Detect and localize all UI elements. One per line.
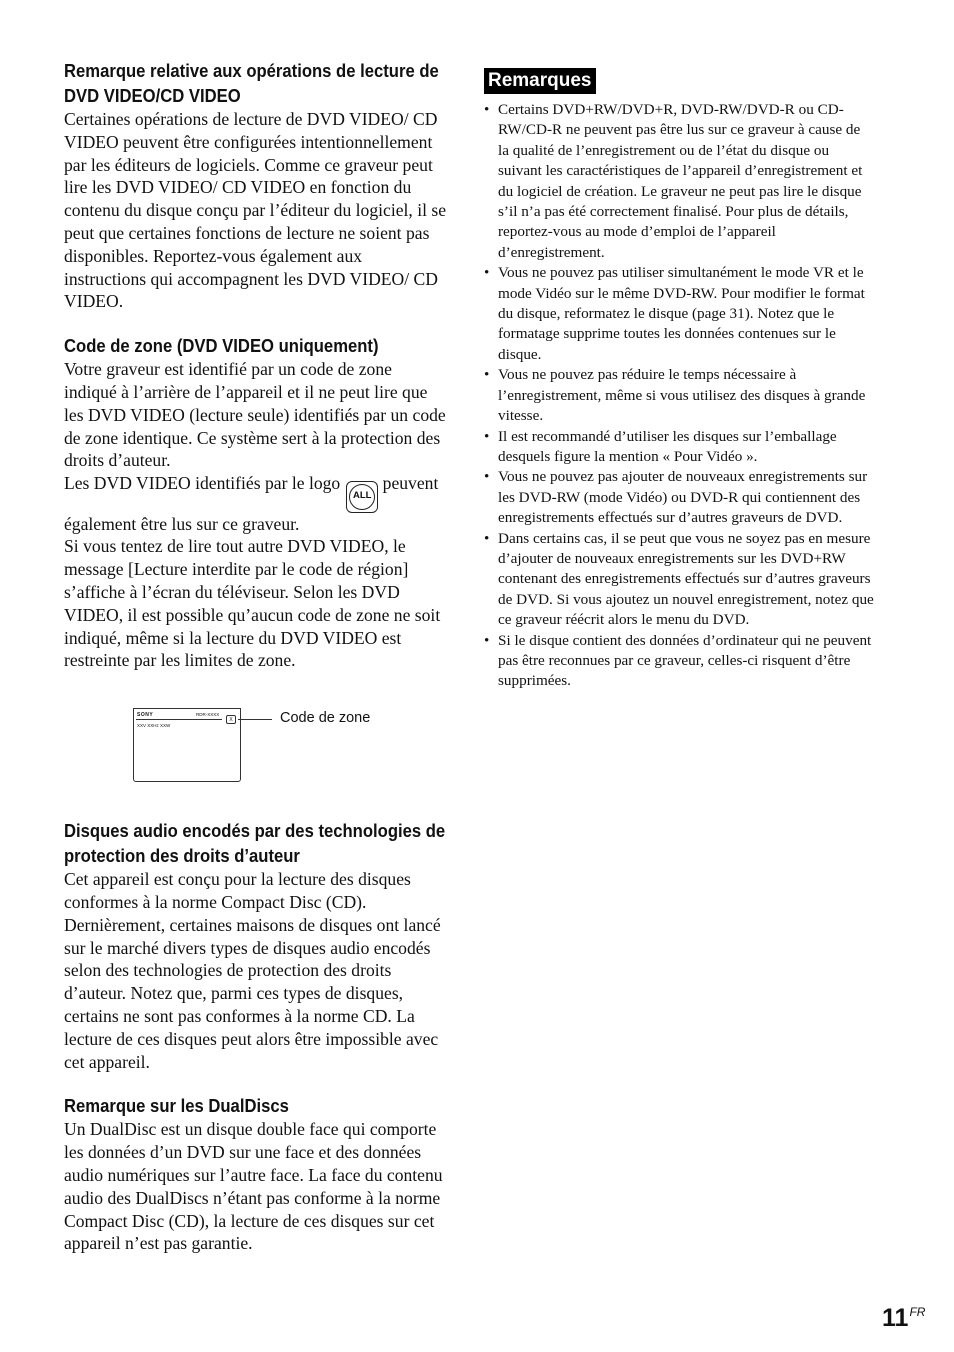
bullet-icon: • <box>484 427 490 445</box>
rating-label: XXV XXHz XXW <box>137 723 171 729</box>
all-logo-text: ALL <box>349 484 375 510</box>
list-item-text: Il est recommandé d’utiliser les disques sur l’emballage desquels figure la mention « Pour Vidéo ». <box>498 427 837 465</box>
page-number <box>882 1297 925 1333</box>
bullet-icon: • <box>484 529 490 547</box>
list-item <box>484 263 874 365</box>
region-code-callout: Code de zone <box>280 710 371 727</box>
paragraph-region-code-2 <box>64 472 448 535</box>
logo-sentence-end: peuvent également être lus sur ce graveur. <box>64 473 439 534</box>
heading-dvd-video-operations: Remarque relative aux opérations de lecture de DVD VIDEO/CD VIDEO <box>64 60 439 106</box>
bullet-icon: • <box>484 631 490 649</box>
paragraph-copy-protected-cds: Cet appareil est conçu pour la lecture des disques conformes à la norme Compact Disc (CD). Dernièrement, certaines maisons de disques ont lancé sur le marché divers types de disques audio encodés selon des technologies de protection des droits d’auteur. Notez que, parmi ces types de disques, certains ne sont pas conformes à la norme CD. La lecture de ces disques peut alors être impossible avec cet appareil. <box>64 869 441 1072</box>
list-item <box>484 365 874 426</box>
remarques-list <box>484 100 874 692</box>
bullet-icon: • <box>484 366 490 384</box>
list-item-text: Certains DVD+RW/DVD+R, DVD-RW/DVD-R ou CD-RW/CD-R ne peuvent pas être lus sur ce graveur à cause de la qualité de l’enregistrement ou de l’état du disque ou suivant les caractéristiques de l’appareil d’enregistrement et du logiciel de création. Le graveur ne peut pas lire le disque s’il n’a pas été correctement finalisé. Pour plus de détails, reportez-vous au mode d’emploi de l’appareil d’enregistrement. <box>498 101 863 261</box>
region-code-figure <box>64 676 448 804</box>
list-item <box>484 529 874 631</box>
bullet-icon: • <box>484 101 490 118</box>
heading-region-code: Code de zone (DVD VIDEO uniquement) <box>64 335 379 357</box>
list-item-text: Dans certains cas, il se peut que vous ne soyez pas en mesure d’ajouter de nouveaux enregistrements sur les DVD+RW contenant des enregistrements effectués sur d’autres graveurs de DVD. Si vous ajoutez un nouvel enregistrement, notez que ce graveur réécrit alors le menu du DVD. <box>498 529 874 629</box>
right-column <box>484 68 874 692</box>
list-item <box>484 467 874 528</box>
list-item <box>484 427 874 468</box>
all-region-logo-icon <box>346 481 378 513</box>
logo-sentence-start: Les DVD VIDEO identifiés par le logo <box>64 473 341 494</box>
paragraph-dualdiscs: Un DualDisc est un disque double face qui comporte les données d’un DVD sur une face et des données audio numériques sur l’autre face. La face du contenu audio des DualDiscs n’étant pas conforme à la norme Compact Disc (CD), la lecture de ces disques sur cet appareil n’est pas garantie. <box>64 1119 443 1254</box>
list-item-text: Vous ne pouvez pas réduire le temps nécessaire à l’enregistrement, même si vous utilisez des disques à grande vitesse. <box>498 366 866 425</box>
callout-leader-line <box>238 719 272 720</box>
paragraph-region-code-1: Votre graveur est identifié par un code de zone indiqué à l’arrière de l’appareil et il ne peut lire que les DVD VIDEO (lecture seule) identifiés par un code de zone identique. Ce système sert à la protection des droits d’auteur. <box>64 359 446 471</box>
paragraph-dvd-video-operations: Certaines opérations de lecture de DVD VIDEO/ CD VIDEO peuvent être configurées intentionnellement par les éditeurs de logiciels. Comme ce graveur peut lire les DVD VIDEO/ CD VIDEO en fonction du contenu du disque conçu par l’éditeur du logiciel, il se peut que certaines fonctions de lecture ne soient pas disponibles. Reportez-vous également aux instructions qui accompagnent les DVD VIDEO/ CD VIDEO. <box>64 109 447 312</box>
remarques-title: Remarques <box>484 68 596 94</box>
list-item-text: Vous ne pouvez pas ajouter de nouveaux enregistrements sur les DVD-RW (mode Vidéo) ou DVD-R qui contiennent des enregistrements effectués sur d’autres graveurs de DVD. <box>498 468 868 527</box>
label-divider <box>136 719 222 720</box>
region-code-mark: X <box>226 715 236 724</box>
rear-panel-illustration <box>133 708 241 782</box>
left-column <box>64 58 448 1255</box>
list-item-text: Si le disque contient des données d’ordinateur qui ne peuvent pas être reconnues par ce graveur, celles-ci risquent d’être supprimées. <box>498 631 872 690</box>
bullet-icon: • <box>484 468 490 486</box>
brand-logo: SONY <box>137 712 154 719</box>
list-item <box>484 100 874 263</box>
list-item-text: Vous ne pouvez pas utiliser simultanément le mode VR et le mode Vidéo sur le même DVD-RW. Pour modifier le format du disque, reformatez le disque (page 31). Notez que le formatage supprime toutes les données contenues sur le disque. <box>498 264 865 363</box>
list-item <box>484 631 874 692</box>
heading-dualdiscs: Remarque sur les DualDiscs <box>64 1095 289 1117</box>
page-number-value: 11 <box>882 1304 909 1332</box>
language-code: FR <box>909 1305 926 1319</box>
heading-copy-protected-cds: Disques audio encodés par des technologies de protection des droits d’auteur <box>64 820 446 867</box>
model-label: RDR-XXXX <box>196 712 220 718</box>
bullet-icon: • <box>484 264 490 282</box>
paragraph-region-code-3: Si vous tentez de lire tout autre DVD VIDEO, le message [Lecture interdite par le code de région] s’affiche à l’écran du téléviseur. Selon les DVD VIDEO, il est possible qu’aucun code de zone ne soit indiqué, même si la lecture du DVD VIDEO est restreinte par les limites de zone. <box>64 536 441 671</box>
